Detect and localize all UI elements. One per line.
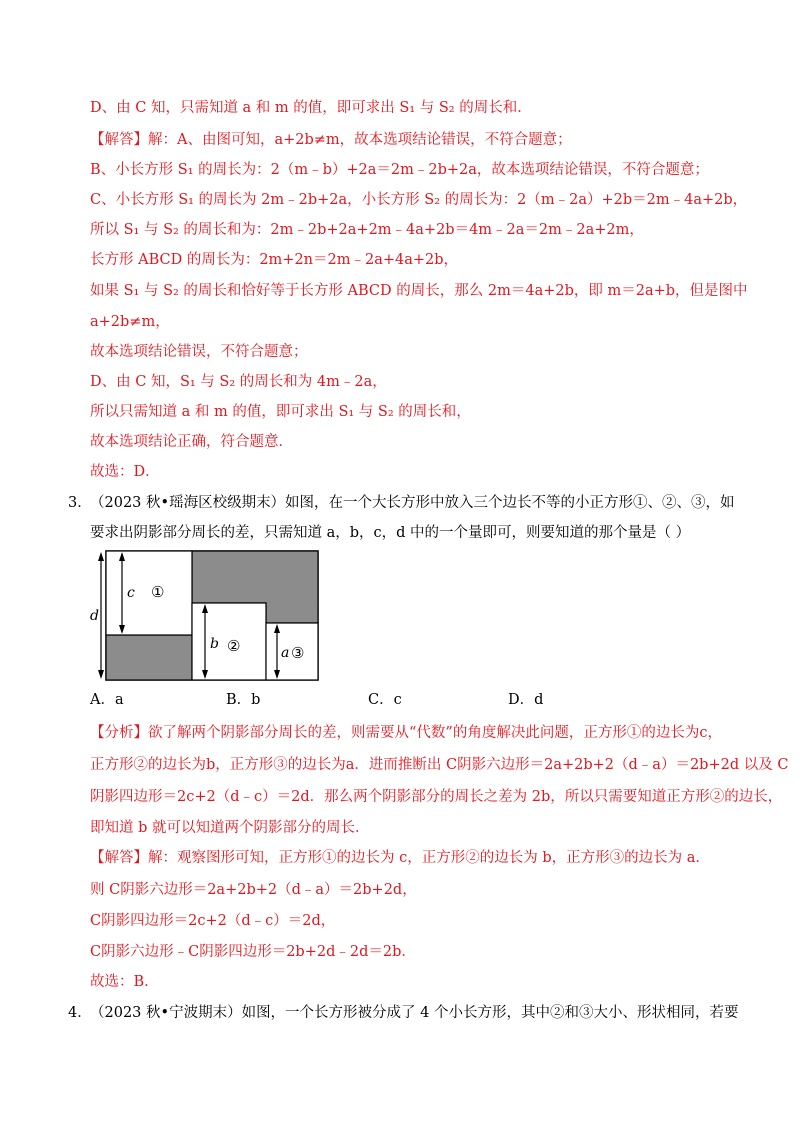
solution-line: C阴影六边形﹣C阴影四边形＝2b+2d﹣2d＝2b．: [90, 944, 416, 960]
solution-line: 【解答】解：A、由图可知，a+2b≠m，故本选项结论错误，不符合题意；: [90, 132, 572, 148]
option-b: B．b: [226, 692, 261, 708]
solution-line: a+2b≠m，: [90, 314, 170, 330]
question-stem: （2023 秋•瑶海区校级期末）如图，在一个大长方形中放入三个边长不等的小正方形①、②、③，如: [90, 495, 735, 511]
label-c: c: [127, 585, 135, 601]
square-1: [106, 551, 192, 635]
question-number: 3．: [68, 495, 92, 511]
option-d: D．d: [508, 692, 544, 708]
solution-line: 所以 S₁ 与 S₂ 的周长和为：2m﹣2b+2a+2m﹣4a+2b＝4m﹣2a＝2m﹣2a+2m，: [90, 222, 644, 238]
square-1-label: ①: [151, 583, 165, 601]
analysis-line: 【分析】欲了解两个阴影部分周长的差，则需要从“代数”的角度解决此问题，正方形①的边长为c，: [90, 725, 722, 741]
question-stem: 要求出阴影部分周长的差，只需知道 a，b，c，d 中的一个量即可，则要知道的那个量是（ ）: [90, 525, 691, 541]
solution-line: C、小长方形 S₁ 的周长为 2m﹣2b+2a，小长方形 S₂ 的周长为：2（m﹣2a）+2b＝2m﹣4a+2b，: [90, 192, 748, 208]
shaded-quadrilateral: [106, 635, 192, 680]
analysis-line: 即知道 b 就可以知道两个阴影部分的周长．: [90, 820, 370, 836]
label-d: d: [90, 608, 99, 624]
solution-line: 则 C阴影六边形＝2a+2b+2（d﹣a）＝2b+2d，: [90, 882, 417, 898]
answer-line: 故选：B．: [90, 974, 159, 990]
squares-figure: [90, 548, 325, 683]
solution-line: 【解答】解：观察图形可知，正方形①的边长为 c，正方形②的边长为 b，正方形③的边长为 a．: [90, 850, 710, 866]
label-b: b: [210, 636, 219, 652]
square-2-label: ②: [227, 637, 241, 655]
solution-line: 故本选项结论错误，不符合题意；: [90, 344, 308, 360]
solution-line: 长方形 ABCD 的周长为：2m+2n＝2m﹣2a+4a+2b，: [90, 252, 459, 268]
solution-line: 如果 S₁ 与 S₂ 的周长和恰好等于长方形 ABCD 的周长，那么 2m＝4a+2b，即 m＝2a+b，但是图中: [90, 283, 748, 299]
answer-line: 故选：D．: [90, 464, 160, 480]
solution-line: 所以只需知道 a 和 m 的值，即可求出 S₁ 与 S₂ 的周长和，: [90, 404, 471, 420]
analysis-line: 正方形②的边长为b，正方形③的边长为a．进而推断出 C阴影六边形＝2a+2b+2（d﹣a）＝2b+2d 以及 C: [90, 757, 789, 773]
solution-line: C阴影四边形＝2c+2（d﹣c）＝2d，: [90, 913, 336, 929]
option-a: A．a: [90, 692, 124, 708]
solution-line: D、由 C 知，只需知道 a 和 m 的值，即可求出 S₁ 与 S₂ 的周长和．: [90, 100, 532, 116]
question-stem: （2023 秋•宁波期末）如图，一个长方形被分成了 4 个小长方形，其中②和③大小、形状相同，若要: [90, 1005, 739, 1021]
solution-line: D、由 C 知，S₁ 与 S₂ 的周长和为 4m﹣2a，: [90, 374, 387, 390]
question-number: 4．: [68, 1005, 92, 1021]
label-a: a: [281, 645, 290, 661]
solution-line: B、小长方形 S₁ 的周长为：2（m﹣b）+2a＝2m﹣2b+2a，故本选项结论错误，不符合题意；: [90, 162, 709, 178]
option-c: C．c: [368, 692, 402, 708]
square-3-label: ③: [291, 644, 305, 662]
solution-line: 故本选项结论正确，符合题意．: [90, 434, 293, 450]
analysis-line: 阴影四边形＝2c+2（d﹣c）＝2d．那么两个阴影部分的周长之差为 2b，所以只需要知道正方形②的边长，: [90, 789, 783, 805]
